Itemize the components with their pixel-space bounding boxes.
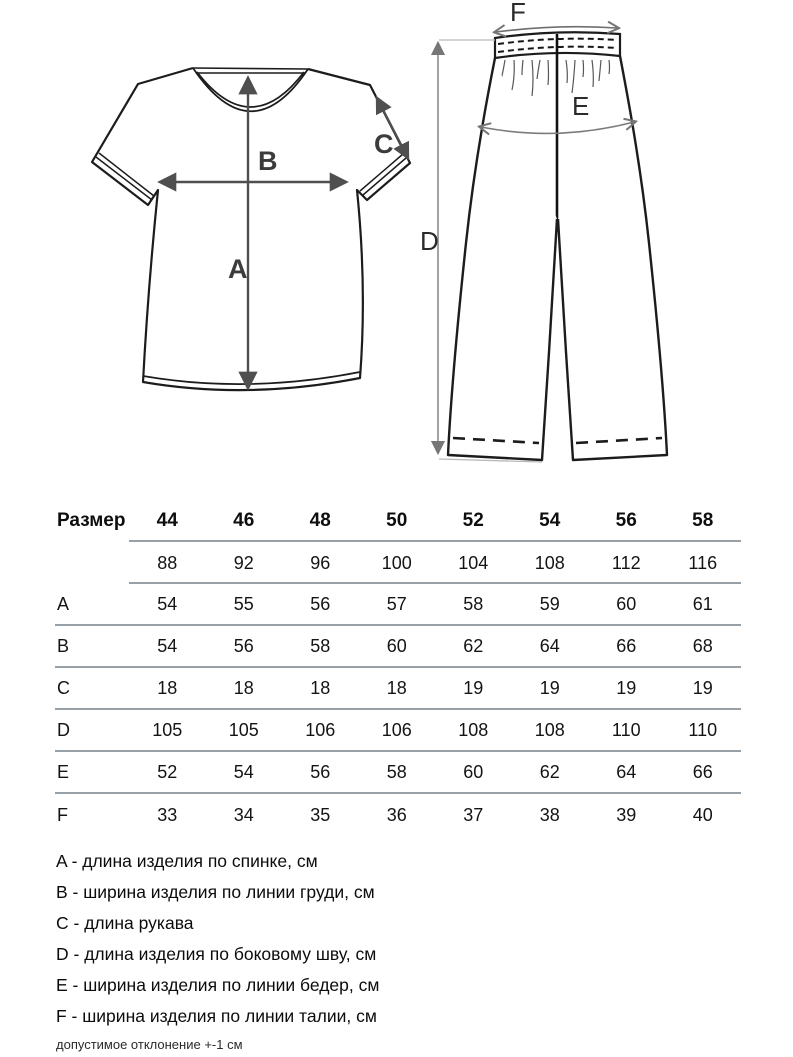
table-cell: 108 bbox=[458, 719, 489, 740]
table-cell: 40 bbox=[692, 804, 713, 825]
table-cell: 54 bbox=[157, 635, 178, 656]
legend-item-f: F - ширина изделия по линии талии, см bbox=[56, 1006, 377, 1026]
tshirt-outline bbox=[92, 68, 410, 390]
size-column-header: 54 bbox=[539, 510, 561, 531]
table-cell: 19 bbox=[616, 677, 637, 698]
table-cell: 58 bbox=[386, 761, 407, 782]
size-column-header: 52 bbox=[462, 510, 484, 531]
table-row-chest-cm bbox=[55, 542, 741, 584]
table-cell: 54 bbox=[157, 593, 178, 614]
table-header-row bbox=[55, 500, 741, 542]
table-cell: 60 bbox=[386, 635, 407, 656]
legend-item-d: D - длина изделия по боковому шву, см bbox=[56, 944, 377, 964]
table-cell: 37 bbox=[463, 804, 484, 825]
table-cell: 19 bbox=[692, 677, 713, 698]
size-column-header: 50 bbox=[386, 510, 408, 531]
table-cell: 60 bbox=[616, 593, 637, 614]
measurement-label-b: B bbox=[258, 146, 278, 176]
table-cell: 56 bbox=[233, 635, 254, 656]
measurement-label-d: D bbox=[420, 226, 439, 256]
table-cell: 112 bbox=[611, 552, 641, 573]
table-cell: 92 bbox=[233, 552, 254, 573]
table-cell: 108 bbox=[534, 552, 565, 573]
table-row-a bbox=[55, 584, 741, 626]
table-cell: 54 bbox=[233, 761, 254, 782]
measurement-arrow-f bbox=[496, 27, 617, 32]
table-cell: 58 bbox=[463, 593, 484, 614]
table-header-size-label: Размер bbox=[57, 510, 126, 531]
table-cell: 62 bbox=[539, 761, 560, 782]
legend-item-e: E - ширина изделия по линии бедер, см bbox=[56, 975, 380, 995]
table-cell: 18 bbox=[157, 677, 178, 698]
measurement-label-f: F bbox=[510, 3, 526, 27]
table-cell: 34 bbox=[233, 804, 254, 825]
table-cell: 61 bbox=[692, 593, 713, 614]
tolerance-note: допустимое отклонение +-1 см bbox=[56, 1037, 243, 1052]
table-cell: 64 bbox=[539, 635, 560, 656]
table-cell: 36 bbox=[386, 804, 407, 825]
row-label: F bbox=[57, 804, 68, 825]
table-cell: 62 bbox=[463, 635, 484, 656]
table-cell: 57 bbox=[386, 593, 407, 614]
table-cell: 39 bbox=[616, 804, 637, 825]
pants-diagram bbox=[420, 3, 790, 475]
table-cell: 88 bbox=[157, 552, 178, 573]
table-cell: 52 bbox=[157, 761, 178, 782]
table-cell: 68 bbox=[692, 635, 713, 656]
table-cell: 105 bbox=[152, 719, 183, 740]
legend-item-b: B - ширина изделия по линии груди, см bbox=[56, 882, 375, 902]
table-cell: 108 bbox=[534, 719, 565, 740]
table-cell: 110 bbox=[611, 719, 641, 740]
measurement-label-c: C bbox=[374, 129, 394, 159]
table-cell: 116 bbox=[688, 552, 718, 573]
table-row-b bbox=[55, 626, 741, 668]
table-cell: 18 bbox=[310, 677, 331, 698]
table-row-c bbox=[55, 668, 741, 710]
size-column-header: 48 bbox=[309, 510, 331, 531]
size-column-header: 44 bbox=[156, 510, 178, 531]
table-cell: 59 bbox=[539, 593, 560, 614]
table-row-e bbox=[55, 752, 741, 794]
legend-item-a: A - длина изделия по спинке, см bbox=[56, 851, 318, 871]
row-label: C bbox=[57, 677, 70, 698]
table-cell: 56 bbox=[310, 593, 331, 614]
table-cell: 100 bbox=[381, 552, 412, 573]
table-cell: 35 bbox=[310, 804, 331, 825]
pants-gather-marks bbox=[501, 60, 610, 96]
table-cell: 56 bbox=[310, 761, 331, 782]
table-cell: 104 bbox=[458, 552, 489, 573]
table-cell: 66 bbox=[692, 761, 713, 782]
row-label: B bbox=[57, 635, 70, 656]
table-cell: 55 bbox=[233, 593, 254, 614]
measurement-legend bbox=[56, 850, 656, 1052]
table-cell: 106 bbox=[381, 719, 412, 740]
table-cell: 64 bbox=[616, 761, 637, 782]
size-column-header: 58 bbox=[692, 510, 714, 531]
table-cell: 106 bbox=[305, 719, 336, 740]
size-column-header: 46 bbox=[233, 510, 255, 531]
table-row-d bbox=[55, 710, 741, 752]
row-label: D bbox=[57, 719, 70, 740]
table-cell: 33 bbox=[157, 804, 178, 825]
measurement-label-e: E bbox=[572, 91, 590, 121]
row-label: E bbox=[57, 761, 70, 782]
size-column-header: 56 bbox=[615, 510, 637, 531]
table-cell: 38 bbox=[539, 804, 560, 825]
table-cell: 58 bbox=[310, 635, 331, 656]
measurement-label-a: A bbox=[228, 254, 248, 284]
table-cell: 110 bbox=[688, 719, 718, 740]
table-cell: 105 bbox=[228, 719, 259, 740]
pants-left-leg bbox=[448, 58, 557, 460]
table-cell: 19 bbox=[463, 677, 484, 698]
table-cell: 60 bbox=[463, 761, 484, 782]
table-cell: 18 bbox=[386, 677, 407, 698]
table-cell: 18 bbox=[233, 677, 254, 698]
table-row-f bbox=[55, 794, 741, 836]
size-table bbox=[55, 500, 741, 836]
table-cell: 19 bbox=[539, 677, 560, 698]
row-label: A bbox=[57, 593, 70, 614]
legend-item-c: C - длина рукава bbox=[56, 913, 194, 933]
table-cell: 66 bbox=[616, 635, 637, 656]
tshirt-diagram bbox=[90, 58, 420, 403]
table-cell: 96 bbox=[310, 552, 331, 573]
